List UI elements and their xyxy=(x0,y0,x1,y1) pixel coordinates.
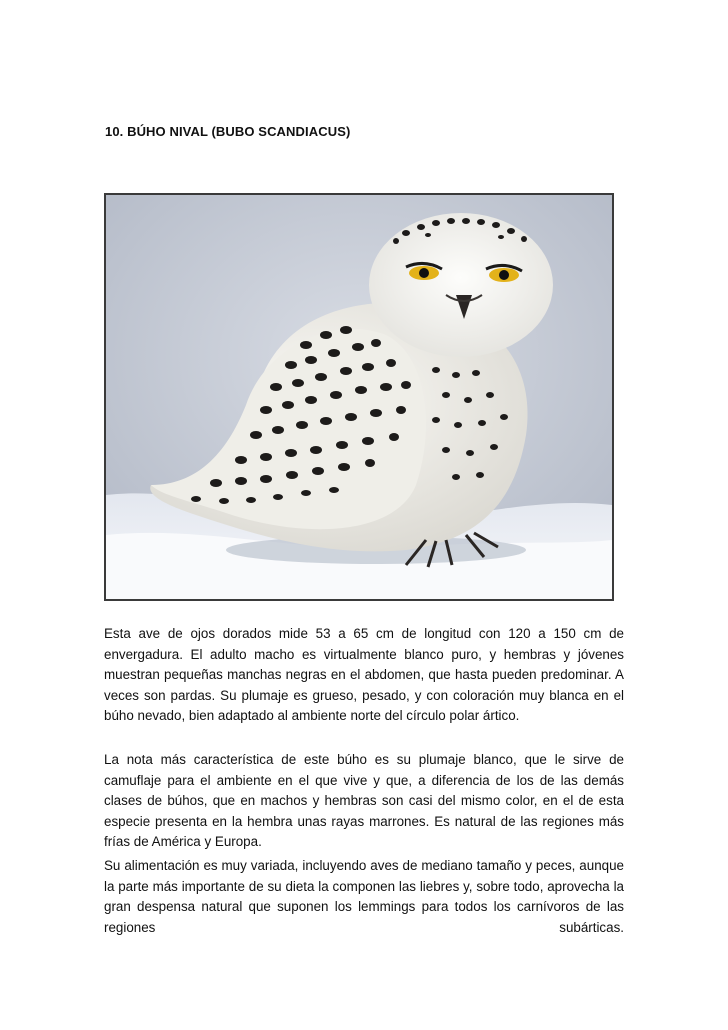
owl-illustration xyxy=(106,195,612,599)
owl-photo xyxy=(104,193,614,601)
paragraph-description: Esta ave de ojos dorados mide 53 a 65 cm de longitud con 120 a 150 cm de envergadura. El adulto macho es virtualmente blanco puro, y hembras y jóvenes muestran pequeñas manchas negras en el abdomen, que hasta pueden predominar. A veces son pardas. Su plumaje es grueso, pesado, y con coloración muy blanca en el búho nevado, bien adaptado al ambiente norte del círculo polar ártico. xyxy=(104,626,624,724)
paragraph-plumage: La nota más característica de este búho es su plumaje blanco, que le sirve de camuflaje para el ambiente en el que vive y que, a diferencia de los de las demás clases de búhos, que en machos y hembras son casi del mismo color, en el de esta especie presenta en la hembra unas rayas marrones. Es natural de las regiones más frías de América y Europa. xyxy=(104,752,624,850)
paragraph-diet: Su alimentación es muy variada, incluyendo aves de mediano tamaño y peces, aunque la parte más importante de su dieta la componen las liebres y, sobre todo, aprovecha la gran despensa natural que suponen los lemmings para todos los carnívoros de las regiones subárticas. xyxy=(104,858,624,935)
page-heading: 10. BÚHO NIVAL (BUBO SCANDIACUS) xyxy=(105,124,351,139)
